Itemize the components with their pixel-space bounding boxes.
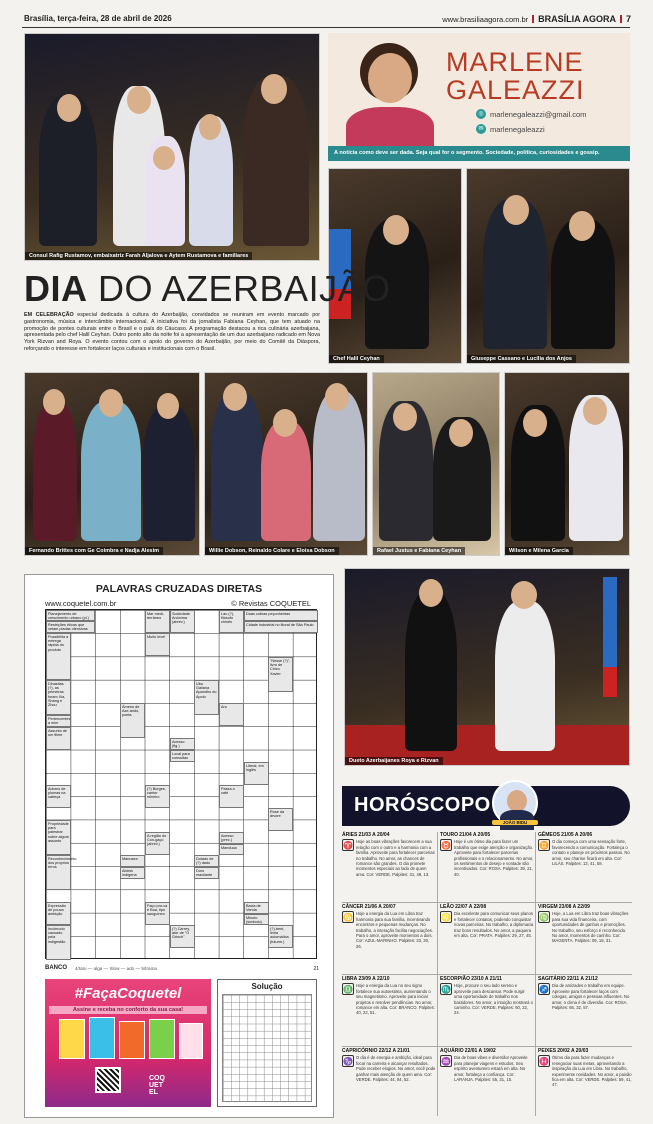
crossword-site: www.coquetel.com.br	[45, 599, 117, 608]
willie-photo	[204, 372, 368, 556]
aries-icon: ♈	[343, 841, 353, 851]
sign-block: ÁRIES 21/03 A 20/04 ♈ Hoje as boas vibrações favorecem a sua relação com o outro e a harmonia com a família. Aproveite para fortalecer parcerias no trabalho. No amor, as chances de romance são grandes. O dia promete momentos especiais ao lado de quem ama. Cor: VERDE. Palpites: 31, 49, 13.	[342, 832, 435, 877]
sign-block: CÂNCER 21/06 A 20/07 ♋ Hoje a energia da Lua em Libra traz harmonia para sua família, incentivando encontros e pequenas mudanças. No trabalho, a interação facilita negociações. Para o amor, aproveite momentos a dois. Cor: AZUL-MARINHO. Palpites: 33, 30, 26.	[342, 904, 434, 949]
astrologer-name: JOÃO BIDU	[492, 820, 538, 825]
crossword-clue: Manduca	[219, 844, 244, 855]
header-rule	[22, 27, 630, 28]
crossword-copyright: © Revistas COQUETEL	[231, 599, 311, 608]
crossword-clue: Rose da árvore	[268, 808, 293, 831]
crossword-clue: Adorno de plumas na cabeça	[46, 785, 71, 808]
ad-brand: COQUETEL	[149, 1075, 165, 1096]
solution-box	[217, 979, 317, 1107]
solution-grid	[222, 994, 312, 1102]
crossword-clue: Bacia de Venda	[244, 902, 269, 914]
crossword-clue: A região do Con-gaço (abrev.)	[145, 832, 170, 855]
crossword-clue: Propriedade para palestrar sobre algum assunto	[46, 820, 71, 855]
columnist-portrait	[340, 37, 440, 155]
sign-block: CAPRICÓRNIO 22/12 A 21/01 ♑ O dia é de energia e ambição, ideal para focar na carreira e alcançar resultados. Pode receber elogios. No amor, você pode ganhar mais atenção de quem ama. Cor: VERDE. Palpites: 44, 84, 52.	[342, 1048, 436, 1083]
wilson-photo-caption: Wilson e Milena Garcia	[505, 547, 573, 555]
giuseppe-photo-caption: Giuseppe Cassano e Lucília dos Anjos	[467, 355, 576, 363]
crossword-clue: Incômodo causado pela indigestão	[46, 925, 71, 960]
masthead-right	[442, 14, 631, 24]
crossword-clue: Restrições éticas que vetam piadas ofensivas	[46, 621, 95, 633]
leo-icon: ♌	[441, 913, 451, 923]
ad-hashtag: #FaçaCoquetel	[74, 985, 182, 1002]
aquarius-icon: ♒	[441, 1057, 451, 1067]
virgo-icon: ♍	[539, 913, 549, 923]
columnist-email[interactable]: marlenegaleazzi@gmail.com	[490, 109, 587, 119]
crossword-clue: Reconhecimento dos próprios erros	[46, 855, 71, 890]
crossword-clue: Muito leve!	[145, 633, 170, 656]
coquetel-ad[interactable]	[45, 979, 211, 1107]
email-icon: ✉	[476, 124, 486, 134]
headline-bold: DIA	[24, 268, 88, 309]
columnist-last-name: GALEAZZI	[446, 75, 585, 105]
main-photo	[24, 33, 320, 261]
crossword-clue: Cidade industrial no litoral de São Paulo	[244, 621, 318, 633]
horoscope-grid	[342, 832, 632, 1118]
columnist-first-name: MARLENE	[446, 47, 584, 77]
crossword-clue: (?) Carrey, ator de "O Grinch"	[170, 925, 195, 948]
article-text: especial dedicada à cultura do Azerbaijão, convidados se reuniram em evento marcado por gastronomia, música e intercâmbio internacional. A iniciativa foi da jornalista Fabiana Ceyhan, que tem atuado na promoção de pontes culturais entre o Brasil e o país do Cáucaso. A programação destacou a rica culinária azerbaijana, apresentada pelo chef Halil Ceyhan. Outro ponto alto da noite foi a apresentação de um duo azerbaijano radicado em Nova York Rizvan and Roya. O evento contou com o apoio do governo do Azerbaijão, por meio do Comitê da Diáspora, reforçando o interesse em fortalecer laços culturais e institucionais com o Brasil.	[24, 312, 320, 352]
crossword-clue: Dotado de (?) dado	[194, 855, 219, 867]
ad-tagline: Assine e receba no conforto da sua casa!	[49, 1006, 207, 1014]
article-body	[24, 312, 320, 353]
brand: BRASÍLIA AGORA	[538, 14, 616, 24]
sign-block: LEÃO 22/07 A 22/08 ♌ Dia excelente para comunicar seus planos e fortalecer contatos, podendo conquistar novas parcerias. No trabalho, a diplomacia traz bons resultados. No amor, a paquera em alta. Cor: PRATA. Palpites: 29, 27, 45.	[440, 904, 534, 939]
crossword-clue: Dinastias (?), as primeiras foram Xia, Shang e Zhou	[46, 680, 71, 715]
rafael-photo-caption: Rafael Justus e Fabiana Ceyhan	[373, 547, 465, 555]
columnist-tagline: A notícia como deve ser dada. Seja qual for o segmento. Sociedade, política, curiosidades e gossip.	[328, 146, 630, 161]
crossword-clue: Âmeno de Aze-ando, poeta	[120, 703, 145, 738]
crossword-clue: Pertencentes a mim	[48, 717, 71, 726]
solution-title: Solução	[251, 982, 283, 991]
dateline: Brasília, terça-feira, 28 de abril de 2026	[24, 14, 172, 23]
crossword-clue: Expressão de pouca ambição	[46, 902, 71, 925]
crossword-clue: Faço pro-va e Boa, tipo sanguíneo	[145, 902, 170, 925]
crossword-number: 21	[313, 966, 319, 972]
rafael-photo	[372, 372, 500, 556]
crossword-clue: "Nesse (?)", livro de Chico Xavier	[268, 657, 293, 692]
scorpio-icon: ♏	[441, 985, 451, 995]
sign-block: GÊMEOS 21/05 A 20/06 ♊ O dia começa com uma sensação forte, favorecendo a comunicação. Fortaleça o contato e planeje os próximos passos. No amor, seu charme ficará em alta. Cor: LILÁS. Palpites: 13, 41, 58.	[538, 832, 630, 867]
qr-code-icon	[95, 1067, 121, 1093]
crossword-clue: Sociedade Anônima (abrev.)	[170, 610, 195, 633]
crossword-clue: (?)-bent, linha automática (futurm.)	[268, 925, 293, 948]
horoscope-header	[342, 786, 630, 826]
fernando-photo-caption: Fernando Brittes com Ge Coimbra e Nadja Alesim	[25, 547, 163, 555]
crossword-bank-label: BANCO	[45, 965, 67, 971]
crossword-clue: Lau (?), filósofo chinês	[219, 610, 244, 633]
sign-block: ESCORPIÃO 23/10 A 21/11 ♏ Hoje, procure o seu lado sereno e aproveite para descansar. Pode surgir uma oportunidade de trabalho nos bastidores. No amor, a intuição mostrará o caminho. Cor: VERDE. Palpites: 60, 22, 24.	[440, 976, 533, 1016]
crossword-title: PALAVRAS CRUZADAS DIRETAS	[95, 583, 263, 595]
pisces-icon: ♓	[539, 1057, 549, 1067]
columnist-handle[interactable]: marlenegaleazzi	[490, 124, 545, 134]
crossword-clue: Manusea	[120, 855, 145, 867]
fernando-photo	[24, 372, 200, 556]
crossword-clue: Aldeia indígena	[120, 867, 145, 879]
crossword-clue: Ubu Galiana Apandhu do Apolo	[194, 680, 219, 715]
article-lead: EM CELEBRAÇÃO	[24, 312, 74, 318]
horoscope-title: HORÓSCOPO	[354, 794, 491, 816]
headline-rest: DO AZERBAIJÃO	[98, 268, 391, 309]
crossword-clue: Assunto de um filme	[46, 727, 71, 750]
crossword-clue: Aro	[219, 703, 244, 726]
chef-photo	[328, 168, 462, 364]
crossword-clue: Acesso (prec.)	[219, 832, 244, 844]
website: www.brasiliaagora.com.br	[442, 14, 529, 24]
taurus-icon: ♉	[441, 841, 451, 851]
duo-photo-caption: Dueto Azerbaijanes Roya e Rizvan	[345, 757, 443, 765]
crossword-clue: Duro maxilante	[194, 867, 219, 879]
sign-block: VIRGEM 23/08 A 22/09 ♍ Hoje, a Lua em Libra traz boas vibrações para sua vida financeira, com oportunidades de ganhos e promoções. No trabalho, seu esforço é reconhecido. No amor, momentos de carinho. Cor: MAGENTA. Palpites: 09, 18, 31.	[538, 904, 629, 944]
libra-icon: ♎	[343, 985, 353, 995]
willie-photo-caption: Willie Dobson, Reinaldo Colare e Eloisa Dobson	[205, 547, 339, 555]
cancer-icon: ♋	[343, 913, 353, 923]
sign-block: SAGITÁRIO 22/11 A 21/12 ♐ Dia de amizades e trabalho em equipe. Aproveite para fortalecer laços com colegas, amigos e pessoas influentes. No amor, o clima é de diversão. Cor: ROSA. Palpites: 66, 32, 57.	[538, 976, 630, 1011]
wilson-photo	[504, 372, 630, 556]
gemini-icon: ♊	[539, 841, 549, 851]
crossword-clue: Passa o café	[219, 785, 244, 808]
headline	[24, 268, 391, 310]
crossword-panel	[24, 574, 334, 1118]
sign-block: LIBRA 23/09 A 22/10 ♎ Hoje a energia da Lua no seu signo fortalece sua autoestima, aumentando o seu magnetismo. Aproveite para iniciar projetos e resolver pendências. No amor, romance em alta. Cor: BRANCO. Palpites: 40, 22, 51.	[342, 976, 435, 1016]
crossword-clue: (?) Borges, cantor mineiro	[145, 785, 170, 808]
main-photo-caption: Consul Rafig Rustamov, embaixatriz Farah Aljalova e Aytem Rustamova e familiares	[25, 252, 252, 260]
duo-photo	[344, 568, 630, 766]
crossword-bank-words: 4/tatu — alga — Slow — ado — 5/trama	[75, 966, 157, 971]
capricorn-icon: ♑	[343, 1057, 353, 1067]
crossword-grid[interactable]	[45, 609, 317, 959]
chef-photo-caption: Chef Halil Ceyhan	[329, 355, 384, 363]
sign-block: AQUÁRIO 22/01 A 19/02 ♒ Dia de boas vibes e diversão! Aproveite para planejar viagens e estudos. Seu espírito aventureiro estará em alta. No amor, fortaleça a confiança. Cor: LARANJA. Palpites: 55, 31, 15.	[440, 1048, 528, 1083]
crossword-clue: Mar medi-terrâneo	[145, 610, 170, 633]
sign-block: TOURO 21/04 A 20/05 ♉ Hoje é um ótimo dia para fazer um trabalho que exige atenção e organização. Aproveite para fortalecer parcerias profissionais e o relacionamento. No amor, os sentimentos de desejo e vontade são incentivados. Cor: ROSA. Palpites: 39, 21, 40.	[440, 832, 534, 877]
instagram-icon: ◎	[476, 109, 486, 119]
crossword-clue: Acesso (fig.)	[170, 738, 195, 750]
page-number: 7	[625, 14, 631, 24]
crossword-clue: Local para consultas	[170, 750, 195, 762]
crossword-clue: Literal, em inglês	[244, 762, 269, 785]
sagittarius-icon: ♐	[539, 985, 549, 995]
crossword-clue: Minuto (símbolo)	[244, 914, 269, 925]
columnist-banner	[328, 33, 630, 161]
sign-block: PEIXES 20/02 A 20/03 ♓ Ótimo dia para fazer mudanças e renegociar suas metas, aproveitando a inspiração da Lua em Libra. No trabalho, experimente novidades. No amor, a paixão fica em alta. Cor: VERDE. Palpites: 59, 41, 47.	[538, 1048, 632, 1088]
crossword-clue: Duas cobras peçonhentas	[244, 610, 318, 621]
giuseppe-photo	[466, 168, 630, 364]
crossword-clue: Possibilita a entrega rápida do produto	[46, 633, 71, 680]
crossword-clue: Planejamento de crescimento urbano (pl.)	[46, 610, 95, 621]
